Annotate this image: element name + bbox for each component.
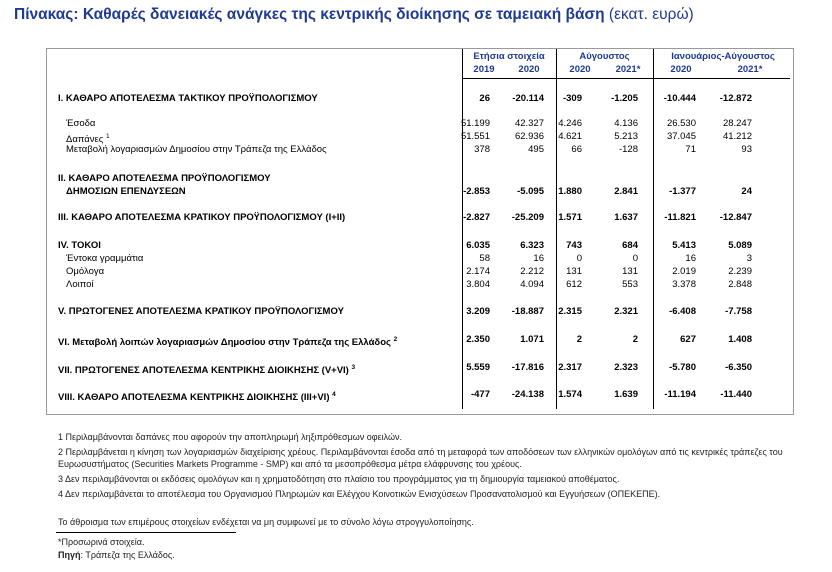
header-group-august: Αύγουστος: [579, 51, 630, 62]
table-cell: 2.317: [558, 362, 582, 373]
table-title: Πίνακας: Καθαρές δανειακές ανάγκες της κεντρικής διοίκησης σε ταμειακή βάση: [14, 6, 605, 23]
table-cell: -5.780: [669, 362, 696, 373]
table-cell: 612: [566, 279, 582, 290]
row-label: Ομόλογα: [66, 266, 105, 277]
row-label: ΙΙ. ΚΑΘΑΡΟ ΑΠΟΤΕΛΕΣΜΑ ΠΡΟΫΠΟΛΟΓΙΣΜΟΥ: [58, 173, 271, 184]
table-cell: 5.213: [614, 131, 638, 142]
source-label: Πηγή: [58, 550, 81, 560]
table-cell: 4.136: [614, 118, 638, 129]
footnote-3: 3 Δεν περιλαμβάνονται οι εκδόσεις ομολόγων και η χρηματοδότηση στο πλαίσιο του προγράμματος για τη δημιουργία ταμειακού αποθέματος.: [58, 474, 620, 484]
table-cell: 6.323: [520, 240, 544, 251]
table-cell: 3.209: [466, 306, 490, 317]
footnote-ref: 1: [105, 133, 110, 140]
table-cell: 743: [566, 240, 582, 251]
row-label: VII. ΠΡΩΤΟΓΕΝΕΣ ΑΠΟΤΕΛΕΣΜΑ ΚΕΝΤΡΙΚΗΣ ΔΙΟΙΚΗΣΗΣ (V+VI) $^3$: [58, 364, 356, 376]
row-label: Μεταβολή λογαριασμών Δημοσίου στην Τράπεζα της Ελλάδος: [66, 144, 327, 155]
table-cell: -12.847: [719, 212, 752, 223]
table-cell: 3.378: [672, 279, 696, 290]
footnote-4: 4 Δεν περιλαμβάνεται το αποτέλεσμα του Οργανισμού Πληρωμών και Ελέγχου Κοινοτικών Ενισχύσεων Προσανατολισμού και Εγγυήσεων (ΟΠΕΚΕΠΕ).: [58, 489, 661, 499]
table-cell: -11.194: [664, 389, 696, 400]
footnote-ref: 3: [351, 364, 356, 371]
table-cell: 1.637: [614, 212, 638, 223]
table-cell: -25.209: [511, 212, 544, 223]
table-cell: 2.315: [558, 306, 582, 317]
row-label: ΙΙΙ. ΚΑΘΑΡΟ ΑΠΟΤΕΛΕΣΜΑ ΚΡΑΤΙΚΟΥ ΠΡΟΫΠΟΛΟΓΙΣΜΟΥ (Ι+ΙΙ): [58, 212, 346, 223]
table-cell: 51.199: [460, 118, 490, 129]
header-year: 2020: [569, 64, 591, 75]
table-cell: 26.530: [666, 118, 696, 129]
table-cell: 131: [622, 266, 638, 277]
table-cell: -1.205: [611, 93, 638, 104]
table-cell: 93: [741, 144, 752, 155]
row-label: Ι. ΚΑΘΑΡΟ ΑΠΟΤΕΛΕΣΜΑ ΤΑΚΤΙΚΟΥ ΠΡΟΫΠΟΛΟΓΙΣΜΟΥ: [58, 93, 318, 104]
table-cell: 4.621: [558, 131, 582, 142]
table-cell: -12.872: [719, 93, 752, 104]
footnote-2: 2 Περιλαμβάνεται η κίνηση των λογαριασμών διαχείρισης χρέους. Περιλαμβάνονται έσοδα από τη μεταφορά των αποδόσεων των ελληνικών ομολόγων από τις κεντρικές τράπεζες του Ευρωσυστήματος (Securities Markets Programme - SMP) και από τα μεσοπρόθεσμα μέτρα ελάφρυνσης του χρέους.: [58, 447, 783, 469]
table-cell: -18.887: [511, 306, 544, 317]
header-year: 2020: [518, 64, 540, 75]
header-group-jan-aug: Ιανουάριος-Αύγουστος: [671, 51, 775, 62]
table-cell: 131: [566, 266, 582, 277]
row-label: Δαπάνες $^1$: [66, 133, 110, 145]
provisional-note: *Προσωρινά στοιχεία.: [58, 537, 145, 547]
table-cell: 2.350: [466, 334, 490, 345]
header-year: 2021*: [737, 64, 763, 75]
table-cell: -11.440: [720, 389, 752, 400]
footnote-rounding: Το άθροισμα των επιμέρους στοιχείων ενδέχεται να μη συμφωνεί με το σύνολο λόγω στρογγυλοποίησης.: [58, 517, 474, 527]
table-cell: 1.571: [558, 212, 582, 223]
header-underline: [462, 78, 790, 79]
header-year: 2019: [473, 64, 495, 75]
footnote-ref: 2: [393, 336, 398, 343]
table-cell: 1.574: [558, 389, 582, 400]
table-cell: 1.408: [728, 334, 752, 345]
row-label: Έντοκα γραμμάτια: [66, 253, 144, 264]
source-text: : Τράπεζα της Ελλάδος.: [80, 550, 175, 560]
table-cell: 4.246: [558, 118, 582, 129]
table-cell: 2: [576, 334, 582, 345]
table-cell: 495: [528, 144, 544, 155]
row-label-continued: ΔΗΜΟΣΙΩΝ ΕΠΕΝΔΥΣΕΩΝ: [66, 186, 186, 197]
table-cell: 0: [632, 253, 638, 264]
table-cell: -20.114: [512, 93, 544, 104]
row-label: VIII. ΚΑΘΑΡΟ ΑΠΟΤΕΛΕΣΜΑ ΚΕΝΤΡΙΚΗΣ ΔΙΟΙΚΗΣΗΣ (ΙΙΙ+VI) $^4$: [58, 391, 336, 403]
header-year: 2020: [670, 64, 692, 75]
table-cell: -10.444: [663, 93, 696, 104]
table-cell: 1.071: [520, 334, 544, 345]
table-cell: 3: [746, 253, 752, 264]
table-cell: 0: [576, 253, 582, 264]
table-cell: 2.323: [614, 362, 638, 373]
table-cell: 16: [533, 253, 544, 264]
table-cell: 1.880: [558, 186, 582, 197]
table-cell: -2.853: [463, 186, 490, 197]
table-cell: 28.247: [722, 118, 752, 129]
table-cell: 553: [622, 279, 638, 290]
table-cell: 41.212: [722, 131, 752, 142]
table-cell: -477: [470, 389, 490, 400]
table-cell: -7.758: [725, 306, 752, 317]
table-cell: 2.212: [520, 266, 544, 277]
table-cell: -1.377: [669, 186, 696, 197]
page-title: [14, 6, 694, 24]
table-cell: 71: [685, 144, 696, 155]
row-label: Λοιποί: [66, 279, 94, 290]
table-cell: 2.321: [614, 306, 638, 317]
row-label: ΙV. ΤΟΚΟΙ: [58, 240, 101, 251]
table-cell: 37.045: [666, 131, 696, 142]
table-cell: 2.841: [614, 186, 638, 197]
row-label: V. ΠΡΩΤΟΓΕΝΕΣ ΑΠΟΤΕΛΕΣΜΑ ΚΡΑΤΙΚΟΥ ΠΡΟΫΠΟΛΟΓΙΣΜΟΥ: [58, 306, 344, 317]
table-cell: 24: [741, 186, 752, 197]
table-cell: 5.413: [672, 240, 696, 251]
table-cell: 627: [680, 334, 696, 345]
row-label: VI. Μεταβολή λοιπών λογαριασμών Δημοσίου στην Τράπεζα της Ελλάδος $^2$: [58, 336, 398, 348]
header-group-annual: Ετήσια στοιχεία: [473, 51, 545, 62]
table-cell: 684: [622, 240, 638, 251]
source-line: [58, 549, 175, 561]
table-cell: 5.089: [728, 240, 752, 251]
table-cell: -2.827: [463, 212, 490, 223]
table-cell: -17.816: [511, 362, 544, 373]
table-cell: -11.821: [664, 212, 696, 223]
table-cell: -309: [562, 93, 582, 104]
table-cell: 378: [474, 144, 490, 155]
table-cell: 5.559: [466, 362, 490, 373]
table-cell: 2.239: [728, 266, 752, 277]
table-cell: 2.019: [672, 266, 696, 277]
table-unit: (εκατ. ευρώ): [608, 6, 694, 23]
table-cell: 4.094: [520, 279, 544, 290]
header-year: 2021*: [615, 64, 641, 75]
table-cell: 1.639: [614, 389, 638, 400]
table-cell: 58: [479, 253, 490, 264]
table-cell: 6.035: [466, 240, 490, 251]
table-cell: 3.804: [466, 279, 490, 290]
table-cell: 2: [632, 334, 638, 345]
table-cell: 62.936: [514, 131, 544, 142]
table-cell: 2.174: [466, 266, 490, 277]
table-cell: 16: [685, 253, 696, 264]
table-cell: 66: [571, 144, 582, 155]
table-cell: -6.408: [669, 306, 696, 317]
table-cell: 26: [479, 93, 490, 104]
table-cell: -6.350: [725, 362, 752, 373]
table-cell: -5.095: [517, 186, 544, 197]
table-cell: 2.848: [728, 279, 752, 290]
table-cell: -128: [618, 144, 638, 155]
table-cell: 42.327: [514, 118, 544, 129]
row-label: Έσοδα: [66, 118, 96, 129]
table-cell: 51.551: [460, 131, 490, 142]
table-cell: -24.138: [511, 389, 544, 400]
footnote-1: 1 Περιλαμβάνονται δαπάνες που αφορούν την αποπληρωμή ληξιπρόθεσμων οφειλών.: [58, 432, 403, 442]
footnote-divider: [56, 532, 236, 533]
footnote-ref: 4: [332, 391, 336, 398]
